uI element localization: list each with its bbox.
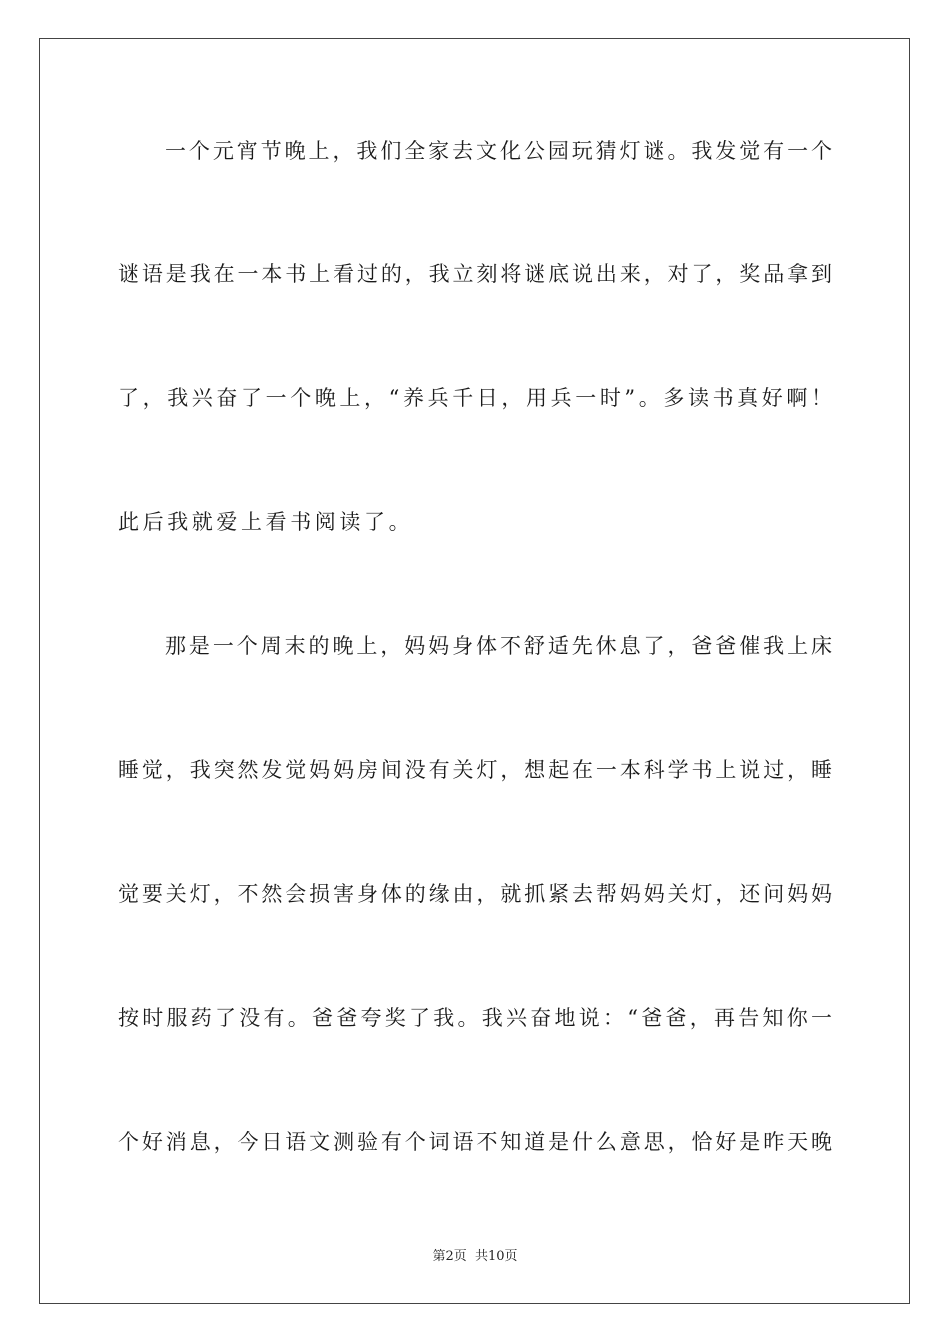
page-number-footer: 第2页 共10页 bbox=[432, 1249, 518, 1264]
page-border bbox=[39, 38, 910, 1304]
text-line: 睡觉，我突然发觉妈妈房间没有关灯，想起在一本科学书上说过，睡 bbox=[118, 758, 832, 782]
text-line: 一个元宵节晚上，我们全家去文化公园玩猜灯谜。我发觉有一个 bbox=[165, 139, 832, 163]
text-line: 此后我就爱上看书阅读了。 bbox=[118, 510, 414, 534]
text-line: 谜语是我在一本书上看过的，我立刻将谜底说出来，对了，奖品拿到 bbox=[118, 262, 832, 286]
text-line: 那是一个周末的晚上，妈妈身体不舒适先休息了，爸爸催我上床 bbox=[165, 634, 832, 658]
text-line: 觉要关灯，不然会损害身体的缘由，就抓紧去帮妈妈关灯，还问妈妈 bbox=[118, 882, 832, 906]
text-line: 个好消息，今日语文测验有个词语不知道是什么意思，恰好是昨天晚 bbox=[118, 1130, 832, 1154]
text-line: 了，我兴奋了一个晚上，“养兵千日，用兵一时”。多读书真好啊！ bbox=[118, 386, 832, 410]
text-line: 按时服药了没有。爸爸夸奖了我。我兴奋地说：“爸爸，再告知你一 bbox=[118, 1006, 832, 1030]
